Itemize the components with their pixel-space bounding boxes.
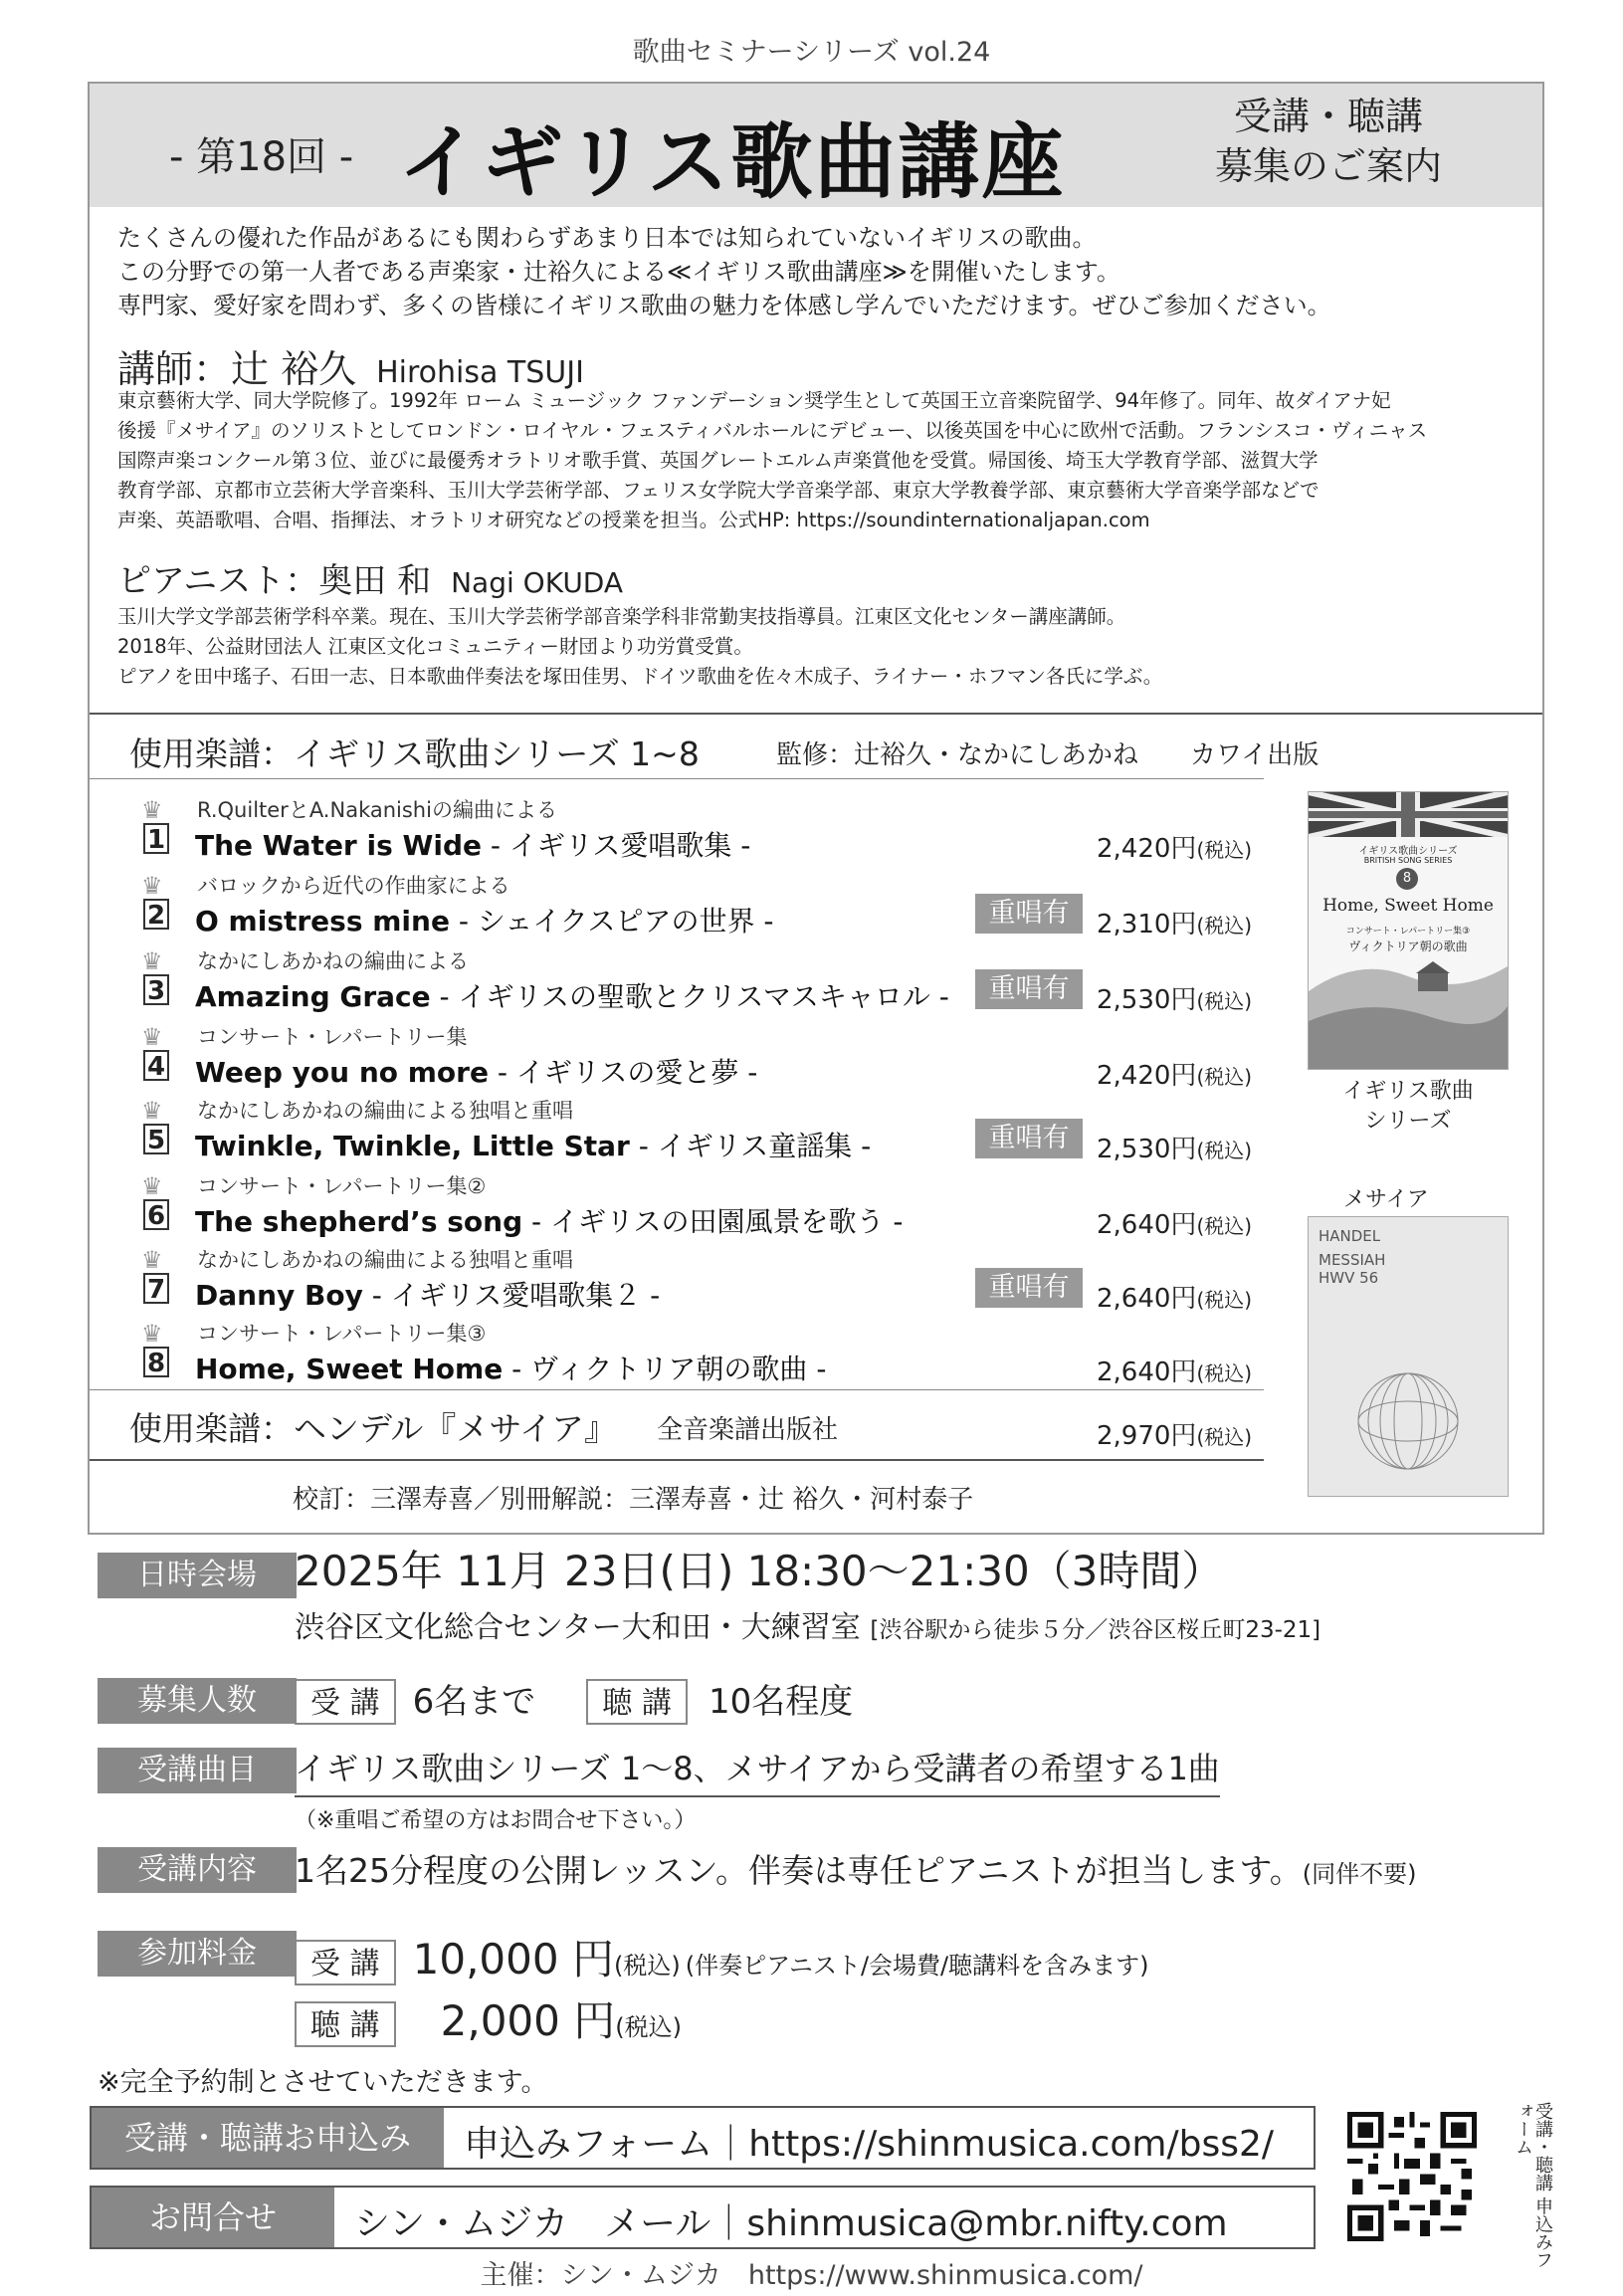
sphere-decoration-icon <box>1348 1366 1468 1476</box>
book-row <box>139 1095 1264 1169</box>
book-price <box>1097 1204 1252 1241</box>
title-side-line2: 募集のご案内 <box>1214 144 1442 188</box>
book-price <box>1097 1055 1252 1092</box>
book-title-ja: - イギリスの田園風景を歌う - <box>522 1205 904 1238</box>
capacity-label: 募集人数 <box>98 1678 297 1724</box>
book-title-ja: - イギリス愛唱歌集２ - <box>362 1279 661 1312</box>
audit-tag: 聴 講 <box>586 1679 688 1725</box>
book-title-ja: - ヴィクトリア朝の歌曲 - <box>503 1353 827 1385</box>
book-subtitle: なかにしあかねの編曲による独唱と重唱 <box>197 1099 573 1123</box>
book-title-ja: - イギリスの愛と夢 - <box>488 1056 758 1089</box>
duet-badge: 重唱有 <box>975 1268 1083 1308</box>
book-price <box>1097 1278 1252 1315</box>
cover-number: 8 <box>1396 868 1418 890</box>
bio-line: 後援『メサイア』のソリストとしてロンドン・ロイヤル・フェスティバルホールにデビュー、以後英国を中心に欧州で活動。フランシスコ・ヴィニャス <box>117 419 1428 442</box>
date-value: 2025年 11月 23日(日) 18:30〜21:30（3時間） <box>295 1547 1224 1595</box>
tax-label: (税込) <box>1196 1139 1253 1162</box>
messiah-cover-image <box>1308 1216 1509 1497</box>
book-title-ja: - シェイクスピアの世界 - <box>449 905 774 938</box>
price-value: 2,530円 <box>1097 985 1197 1015</box>
pianist-bio <box>117 602 1530 692</box>
messiah-cover-line3: HWV 56 <box>1319 1269 1379 1287</box>
venue <box>295 1602 1320 1646</box>
caption-line: シリーズ <box>1364 1109 1452 1134</box>
fee-audit-value: 2,000 円 <box>440 1996 616 2045</box>
messiah-price <box>1097 1415 1252 1452</box>
cover-subtitle1: コンサート・レパートリー集③ <box>1345 927 1471 937</box>
book-price <box>1097 1352 1252 1388</box>
book-subtitle: コンサート・レパートリー集③ <box>197 1322 487 1346</box>
duet-badge: 重唱有 <box>975 1119 1083 1158</box>
tax-label: (税込) <box>1196 1425 1253 1449</box>
book-title <box>195 1200 903 1240</box>
edition-label: - 第18回 - <box>169 134 354 180</box>
lecturer-heading <box>117 338 584 393</box>
book-title <box>195 975 949 1015</box>
messiah-publisher: 全音楽譜出版社 <box>657 1415 839 1445</box>
book-subtitle: なかにしあかねの編曲による独唱と重唱 <box>197 1248 573 1272</box>
price-value: 2,640円 <box>1097 1284 1197 1314</box>
book-subtitle: R.QuilterとA.Nakanishiの編曲による <box>197 798 557 822</box>
price-value: 2,420円 <box>1097 1061 1197 1091</box>
date-label: 日時会場 <box>98 1553 297 1598</box>
crown-icon: ♛ <box>141 1320 163 1348</box>
title-side-line1: 受講・聴講 <box>1233 95 1423 138</box>
price-value: 2,640円 <box>1097 1357 1197 1387</box>
messiah-note: 校訂：三澤寿喜／別冊解説：三澤寿喜・辻 裕久・河村泰子 <box>293 1485 974 1515</box>
reservation-note: ※完全予約制とさせていただきます。 <box>98 2067 548 2098</box>
pianist-label: ピアニスト：奥田 和 <box>117 561 432 601</box>
crown-icon: ♛ <box>141 1172 163 1200</box>
book-title <box>195 1348 826 1387</box>
book-title-en: Weep you no more <box>195 1056 489 1089</box>
contact-box <box>90 2186 1316 2249</box>
book-title <box>195 824 750 864</box>
pianist-heading <box>117 553 623 602</box>
book-row <box>139 945 1264 1020</box>
intro-line: 専門家、愛好家を問わず、多くの皆様にイギリス歌曲の魅力を体感し学んでいただけます。ぜひご参加ください。 <box>117 292 1331 319</box>
series-cover-caption <box>1294 1077 1522 1137</box>
book-title-en: Home, Sweet Home <box>195 1353 504 1385</box>
content-value: 1名25分程度の公開レッスン。伴奏は専任ピアニストが担当します。 <box>295 1851 1303 1890</box>
book-number: 5 <box>143 1124 169 1154</box>
crown-icon: ♛ <box>141 1097 163 1125</box>
cover-series-sub: BRITISH SONG SERIES <box>1363 856 1453 865</box>
capacity-row <box>295 1674 853 1725</box>
book-title-en: Danny Boy <box>195 1279 363 1312</box>
intro-line: たくさんの優れた作品があるにも関わらずあまり日本では知られていないイギリスの歌曲。 <box>117 224 1097 252</box>
fee-attend-note: (伴奏ピアニスト/会場費/聴講料を含みます) <box>685 1952 1149 1980</box>
fee-attend-tag: 受 講 <box>295 1940 396 1985</box>
bio-line: ピアノを田中瑤子、石田一志、日本歌曲伴奏法を塚田佳男、ドイツ歌曲を佐々木成子、ライナー・ホフマン各氏に学ぶ。 <box>117 665 1163 688</box>
bio-line: 声楽、英語歌唱、合唱、指揮法、オラトリオ研究などの授業を担当。公式HP: https://soundinternationaljapan.com <box>117 509 1150 531</box>
fee-attend-row <box>295 1927 1148 1986</box>
content-note: (同伴不要) <box>1302 1860 1417 1888</box>
fee-label: 参加料金 <box>98 1931 297 1977</box>
intro-line: この分野での第一人者である声楽家・辻裕久による≪イギリス歌曲講座≫を開催いたします。 <box>117 258 1120 286</box>
duet-badge: 重唱有 <box>975 894 1083 934</box>
song-note: （※重唱ご希望の方はお問合せ下さい。） <box>295 1808 697 1833</box>
book-title <box>195 1125 871 1164</box>
intro-text <box>117 221 1530 322</box>
book-title-ja: - イギリス童謡集 - <box>629 1130 872 1162</box>
book-price <box>1097 828 1252 865</box>
contact-link[interactable]: シン・ムジカ メール｜shinmusica@mbr.nifty.com <box>354 2203 1228 2244</box>
price-value: 2,640円 <box>1097 1210 1197 1240</box>
book-price <box>1097 979 1252 1016</box>
series-header: 歌曲セミナーシリーズ vol.24 <box>632 37 991 68</box>
book-title-ja: - イギリスの聖歌とクリスマスキャロル - <box>430 980 949 1013</box>
book-row <box>139 794 1264 869</box>
crown-icon: ♛ <box>141 1246 163 1274</box>
book-subtitle: バロックから近代の作曲家による <box>197 874 510 898</box>
fee-attend-value: 10,000 円 <box>412 1935 614 1983</box>
book-subtitle: なかにしあかねの編曲による <box>197 949 469 973</box>
book-number: 1 <box>143 823 169 854</box>
song-label: 受講曲目 <box>98 1748 297 1793</box>
tax-label: (税込) <box>1196 1288 1253 1312</box>
fee-audit-tag: 聴 講 <box>295 2001 396 2047</box>
messiah-title: 使用楽譜：ヘンデル『メサイア』 <box>129 1409 618 1448</box>
messiah-cover-line1: HANDEL <box>1319 1227 1381 1245</box>
book-title <box>195 1051 757 1091</box>
cover-series-label: イギリス歌曲シリーズ <box>1358 846 1458 857</box>
book-title-en: O mistress mine <box>195 905 450 938</box>
crown-icon: ♛ <box>141 1023 163 1051</box>
bio-line: 玉川大学文学部芸術学科卒業。現在、玉川大学芸術学部音楽学科非常勤実技指導員。江東区文化センター講座講師。 <box>117 605 1126 628</box>
venue-note: [渋谷駅から徒歩５分／渋谷区桜丘町23-21] <box>870 1617 1321 1643</box>
tax-label: (税込) <box>1196 914 1253 938</box>
book-title <box>195 900 773 939</box>
host-line: 主催：シン・ムジカ https://www.shinmusica.com/ <box>480 2260 1143 2291</box>
apply-box <box>90 2106 1316 2170</box>
cover-title: Home, Sweet Home <box>1322 896 1494 916</box>
divider <box>90 1389 1264 1390</box>
bio-line: 東京藝術大学、同大学院修了。1992年 ローム ミュージック ファンデーション奨学生として英国王立音楽院留学、94年修了。同年、故ダイアナ妃 <box>117 389 1391 412</box>
duet-badge: 重唱有 <box>975 969 1083 1009</box>
contact-label: お問合せ <box>92 2188 334 2247</box>
messiah-cover-caption: メサイア <box>1343 1187 1429 1212</box>
book-number: 3 <box>143 974 169 1005</box>
apply-link[interactable]: 申込みフォーム｜https://shinmusica.com/bss2/ <box>464 2124 1274 2165</box>
lecturer-label: 講師：辻 裕久 <box>117 347 357 391</box>
cover-subtitle2: ヴィクトリア朝の歌曲 <box>1348 939 1468 953</box>
book-number: 8 <box>143 1347 169 1377</box>
book-title-en: The Water is Wide <box>195 829 483 862</box>
audit-capacity: 10名程度 <box>709 1682 854 1722</box>
book-row <box>139 1244 1264 1319</box>
book-row <box>139 1021 1264 1096</box>
divider <box>90 713 1542 715</box>
divider <box>90 778 1264 779</box>
book-title-en: The shepherd’s song <box>195 1205 523 1238</box>
book-row <box>139 1170 1264 1245</box>
tax-label: (税込) <box>1196 838 1253 862</box>
messiah-cover-line2: MESSIAH <box>1319 1251 1386 1269</box>
lecturer-bio <box>117 386 1530 535</box>
scores-title: 使用楽譜：イギリス歌曲シリーズ 1~8 <box>129 734 700 773</box>
apply-label: 受講・聴講お申込み <box>92 2108 444 2168</box>
attend-capacity: 6名まで <box>412 1682 536 1722</box>
tax-label: (税込) <box>1196 1214 1253 1238</box>
content-row <box>295 1845 1416 1892</box>
book-row <box>139 1318 1264 1392</box>
book-title <box>195 1274 660 1314</box>
bio-line: 教育学部、京都市立芸術大学音楽科、玉川大学芸術学部、フェリス女学院大学音楽学部、東京大学教養学部、東京藝術大学音楽学部などで <box>117 479 1319 502</box>
price-value: 2,310円 <box>1097 910 1197 939</box>
crown-icon: ♛ <box>141 947 163 975</box>
book-number: 6 <box>143 1199 169 1230</box>
caption-line: イギリス歌曲 <box>1342 1079 1474 1104</box>
book-price <box>1097 904 1252 940</box>
book-number: 7 <box>143 1273 169 1304</box>
tax-label: (税込) <box>1196 1361 1253 1385</box>
book-subtitle: コンサート・レパートリー集② <box>197 1174 487 1198</box>
book-number: 4 <box>143 1050 169 1081</box>
price-value: 2,530円 <box>1097 1135 1197 1164</box>
fee-tax: (税込) <box>615 2013 682 2041</box>
price-value: 2,420円 <box>1097 834 1197 864</box>
tax-label: (税込) <box>1196 1065 1253 1089</box>
scores-supervision: 監修：辻裕久・なかにしあかね カワイ出版 <box>776 740 1319 770</box>
pianist-name-en: Nagi OKUDA <box>451 566 624 599</box>
book-row <box>139 870 1264 944</box>
lecturer-name-en: Hirohisa TSUJI <box>376 355 584 390</box>
bio-line: 国際声楽コンクール第３位、並びに最優秀オラトリオ歌手賞、英国グレートエルム声楽賞他を受賞。帰国後、埼玉大学教育学部、滋賀大学 <box>117 449 1319 472</box>
divider <box>90 1459 1264 1461</box>
content-label: 受講内容 <box>98 1847 297 1893</box>
qr-side-label: 受講・聴講 申込みフォーム <box>1513 2102 1553 2269</box>
tax-label: (税込) <box>1196 989 1253 1013</box>
book-title-ja: - イギリス愛唱歌集 - <box>482 829 751 862</box>
book-number: 2 <box>143 899 169 930</box>
page-title: イギリス歌曲講座 <box>398 115 1066 210</box>
venue-name: 渋谷区文化総合センター大和田・大練習室 <box>295 1610 861 1645</box>
price-value: 2,970円 <box>1097 1421 1197 1451</box>
title-side <box>1184 92 1473 191</box>
fee-tax: (税込) <box>613 1952 681 1980</box>
book-title-en: Amazing Grace <box>195 980 431 1013</box>
book-title-en: Twinkle, Twinkle, Little Star <box>195 1130 630 1162</box>
attend-tag: 受 講 <box>295 1679 396 1725</box>
bio-line: 2018年、公益財団法人 江東区文化コミュニティー財団より功労賞受賞。 <box>117 635 753 658</box>
crown-icon: ♛ <box>141 796 163 824</box>
fee-audit-row <box>295 1988 682 2048</box>
book-subtitle: コンサート・レパートリー集 <box>197 1025 468 1049</box>
book-price <box>1097 1129 1252 1165</box>
qr-code-icon[interactable] <box>1347 2112 1477 2241</box>
series-cover-image <box>1308 791 1509 1070</box>
crown-icon: ♛ <box>141 872 163 900</box>
song-value: イギリス歌曲シリーズ 1〜8、メサイアから受講者の希望する1曲 <box>295 1744 1220 1797</box>
